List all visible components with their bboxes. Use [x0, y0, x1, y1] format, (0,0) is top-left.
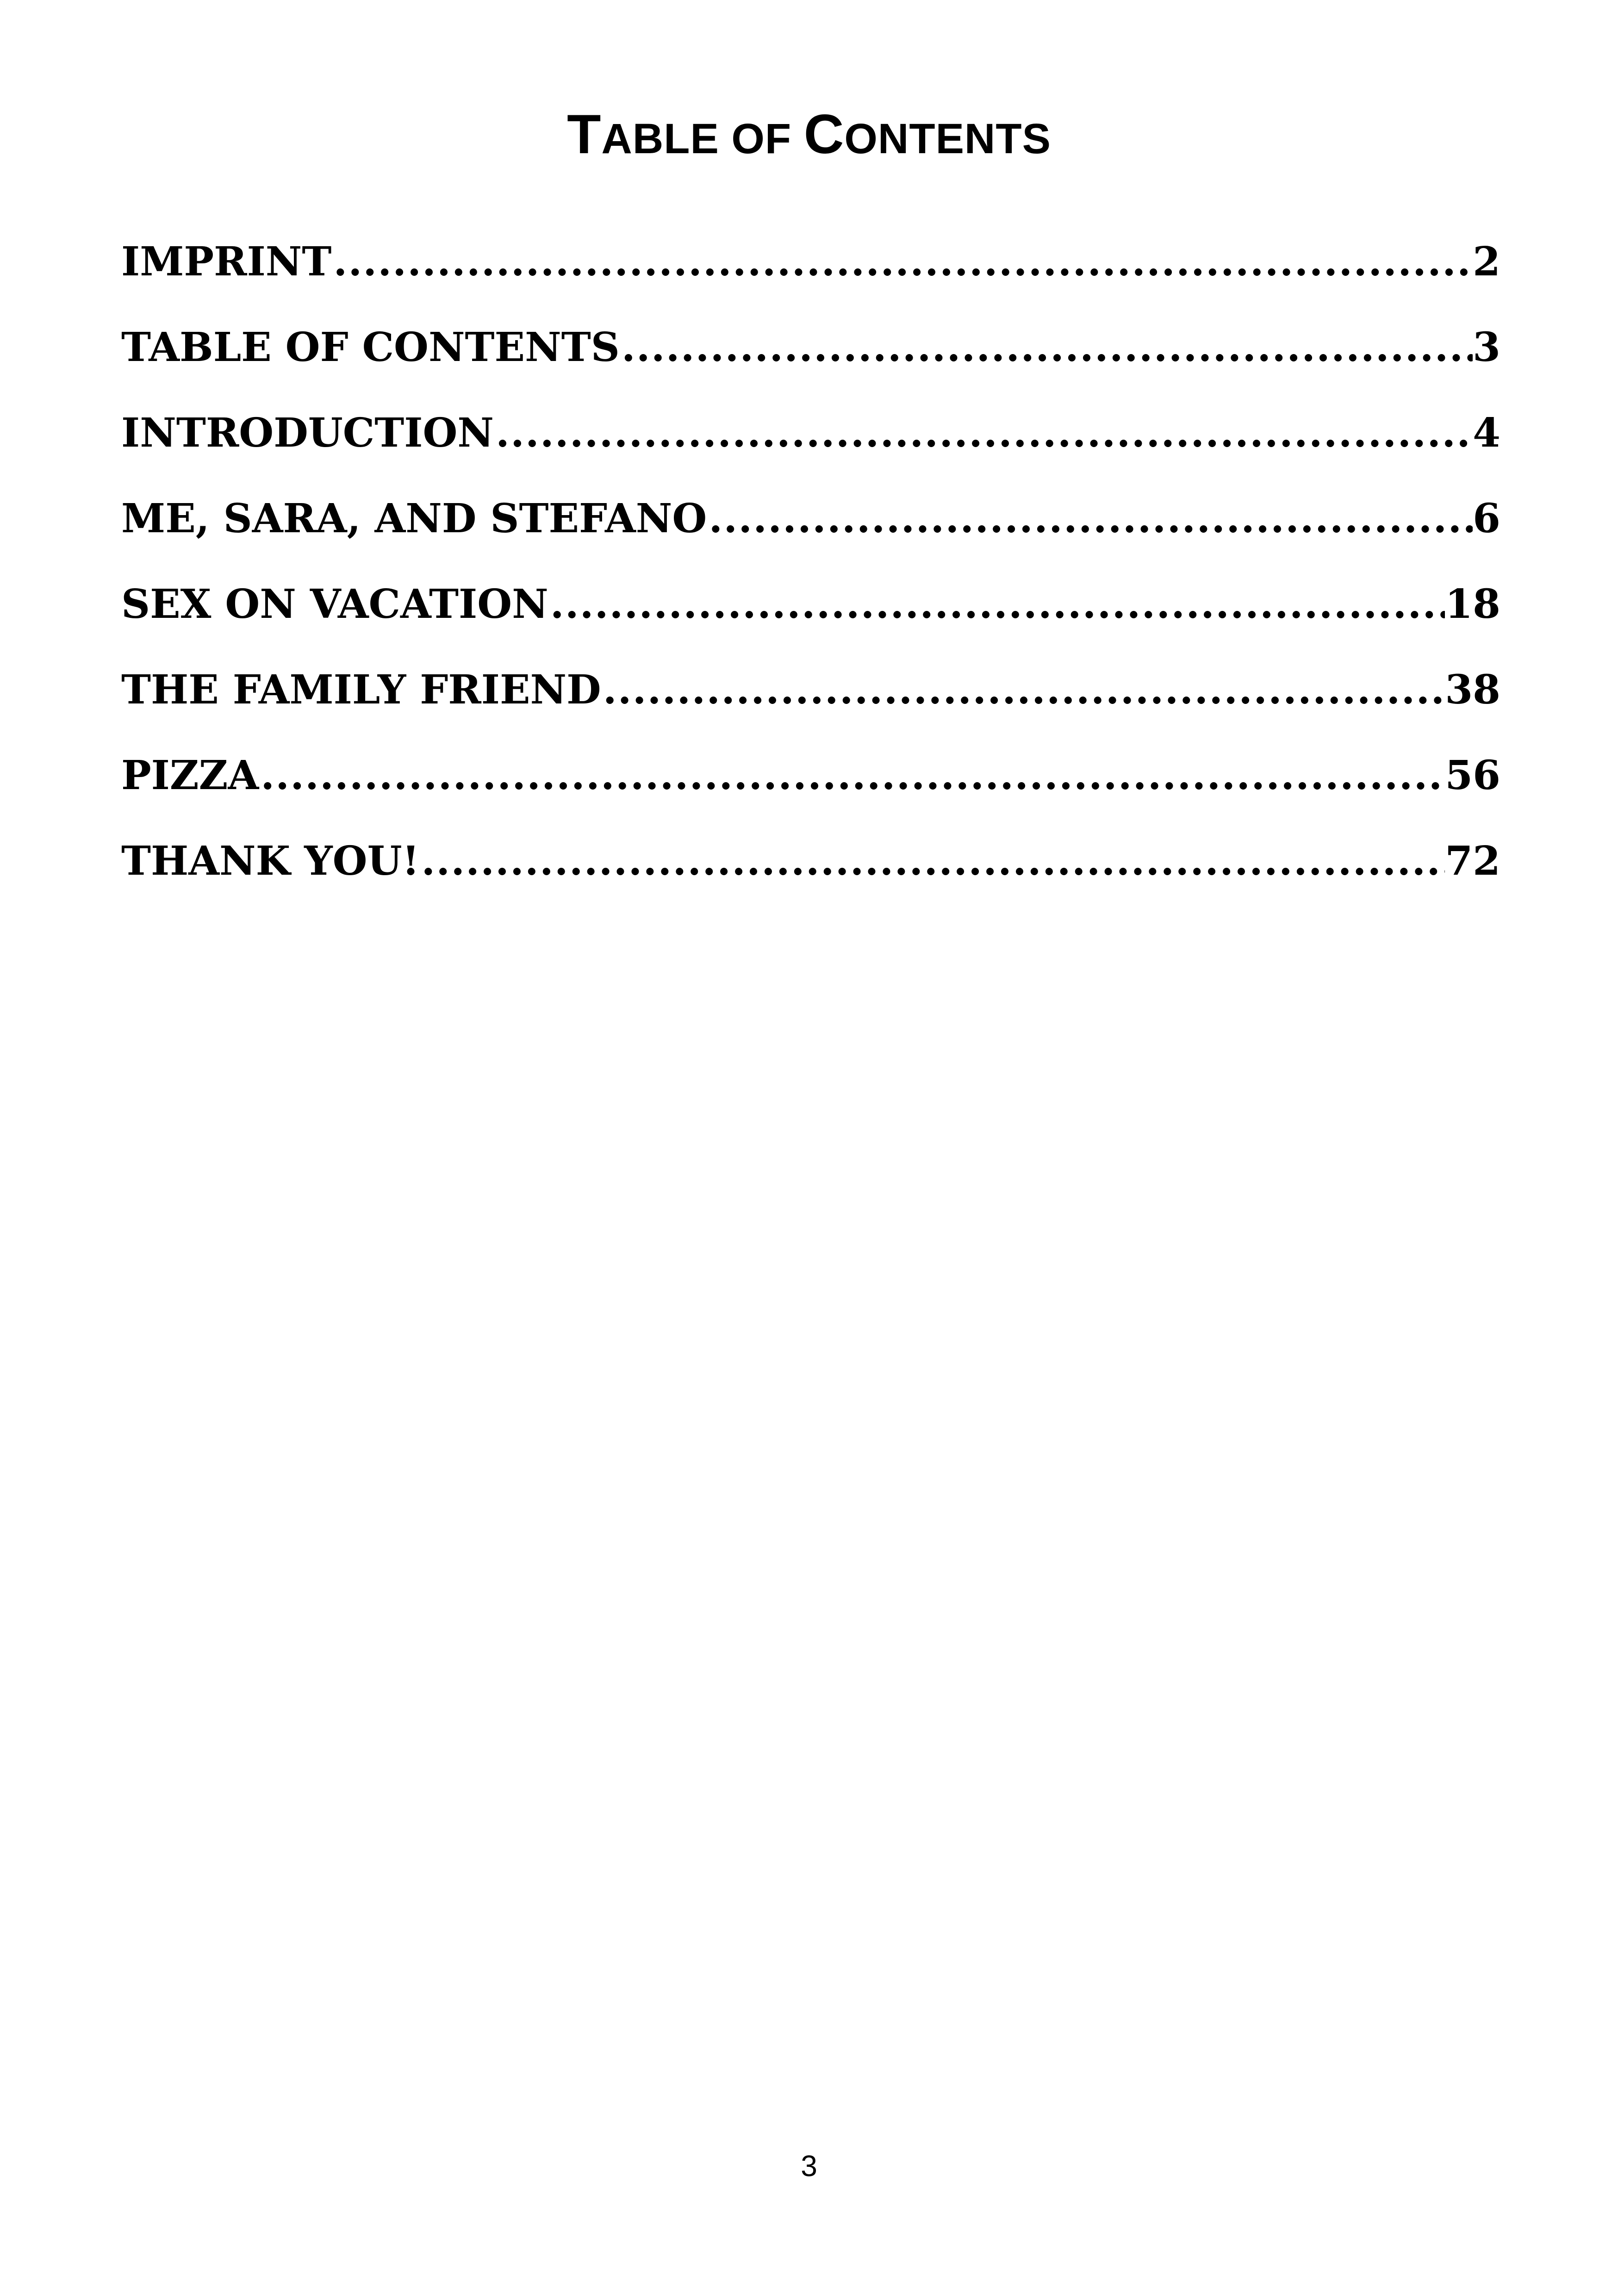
title-initial-c: C: [803, 103, 845, 165]
toc-entry-page: 2: [1473, 238, 1500, 285]
toc-entry-introduction[interactable]: [121, 399, 1500, 485]
toc-entry-title: SEX ON VACATION: [121, 581, 548, 628]
toc-entry-title: ME, SARA, AND STEFANO: [121, 495, 707, 542]
toc-entry-title: IMPRINT: [121, 238, 332, 285]
table-of-contents: [121, 228, 1500, 913]
toc-entry-title: TABLE OF CONTENTS: [121, 324, 620, 371]
toc-dot-leader: [419, 828, 1445, 895]
toc-dot-leader: [548, 571, 1445, 638]
toc-entry-page: 38: [1445, 666, 1500, 713]
page-number: 3: [801, 2149, 817, 2183]
toc-entry-title: INTRODUCTION: [121, 410, 494, 456]
toc-entry-pizza[interactable]: [121, 742, 1500, 828]
toc-dot-leader: [259, 742, 1445, 809]
toc-entry-sex-on-vacation[interactable]: [121, 571, 1500, 656]
toc-entry-thank-you[interactable]: [121, 828, 1500, 913]
toc-entry-title: THANK YOU!: [121, 838, 420, 884]
title-rest-table-of: ABLE OF: [601, 115, 804, 162]
toc-entry-page: 18: [1445, 581, 1500, 628]
toc-entry-imprint[interactable]: [121, 228, 1500, 314]
toc-entry-page: 3: [1473, 324, 1500, 371]
toc-dot-leader: [494, 399, 1473, 467]
toc-entry-page: 72: [1445, 838, 1500, 884]
title-initial-t: T: [567, 103, 602, 165]
toc-entry-page: 56: [1445, 752, 1500, 799]
toc-dot-leader: [620, 314, 1473, 381]
toc-dot-leader: [707, 485, 1473, 552]
title-rest-contents: ONTENTS: [844, 115, 1051, 162]
toc-entry-table-of-contents[interactable]: [121, 314, 1500, 399]
page-title: [0, 100, 1618, 174]
toc-dot-leader: [331, 228, 1473, 295]
toc-entry-the-family-friend[interactable]: [121, 656, 1500, 742]
toc-dot-leader: [601, 656, 1445, 723]
toc-entry-page: 4: [1473, 410, 1500, 456]
toc-entry-page: 6: [1473, 495, 1500, 542]
toc-entry-title: THE FAMILY FRIEND: [121, 666, 601, 713]
toc-entry-title: PIZZA: [121, 752, 259, 799]
toc-entry-me-sara-and-stefano[interactable]: [121, 485, 1500, 571]
